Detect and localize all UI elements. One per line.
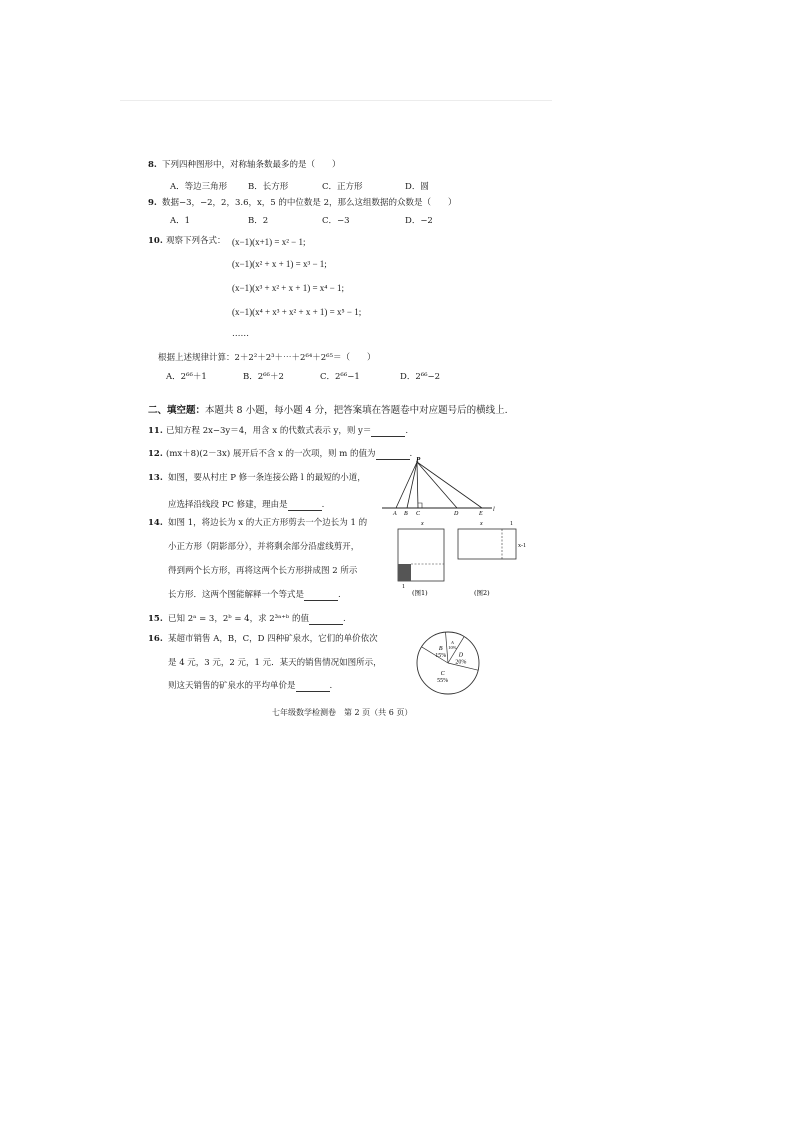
q16-line-2: 是 4 元，3 元，2 元，1 元．某天的销售情况如图所示， xyxy=(168,658,382,668)
q13-answer-blank xyxy=(288,501,322,511)
q11-stem: 已知方程 2x−3y＝4，用含 x 的代数式表示 y，则 y＝ xyxy=(166,426,372,436)
segment-pd xyxy=(417,462,457,508)
q14-number: 14. xyxy=(148,518,163,528)
q9-stem: 数据−3，−2，2，3.6，x，5 的中位数是 2，那么这组数据的众数是（ ） xyxy=(162,198,457,208)
fig1-label-1: 1 xyxy=(402,584,405,590)
q15-end: . xyxy=(342,614,346,624)
q15-stem: 已知 2ᵃ = 3，2ᵇ = 4，求 2³ᵃ⁺ᵇ 的值 xyxy=(168,614,309,624)
q14-line-2: 小正方形（阴影部分），并将剩余部分沿虚线剪开， xyxy=(168,542,360,552)
q10-option-a: A．2⁶⁶＋1 xyxy=(166,372,207,382)
q13-reason: 应选择沿线段 PC 修建，理由是 xyxy=(168,500,288,510)
q14-end: . xyxy=(338,590,341,600)
label-l: l xyxy=(493,507,495,513)
q13-number: 13. xyxy=(148,473,163,483)
q15-text xyxy=(168,614,346,625)
q14-conclusion: 长方形．这两个图能解释一个等式是 xyxy=(168,590,305,600)
q13-line-2 xyxy=(168,500,324,511)
label-p: P xyxy=(416,456,421,464)
segment-pa xyxy=(396,462,417,508)
q10-option-c: C．2⁶⁶−1 xyxy=(320,372,360,382)
fig1-shaded-small-square xyxy=(398,564,411,581)
q8-number: 8. xyxy=(148,160,157,170)
q15-answer-blank xyxy=(309,615,343,625)
fig2-rectangle xyxy=(458,529,516,559)
q10-rule: 根据上述规律计算：2＋2²＋2³＋⋯＋2⁶⁴＋2⁶⁵＝（ ） xyxy=(158,353,376,363)
pie-label-c: C xyxy=(440,670,445,677)
q8-stem: 下列四种图形中，对称轴条数最多的是（ ） xyxy=(162,160,341,170)
label-e: E xyxy=(479,511,483,516)
q8-option-c: C．正方形 xyxy=(322,182,363,192)
fig1-label-x: x xyxy=(421,521,424,527)
fig2-label-x: x xyxy=(480,521,483,527)
q9-option-d: D．−2 xyxy=(405,216,433,226)
section-2-title xyxy=(148,405,508,416)
q16-line-3 xyxy=(168,681,332,692)
section-2-description: 本题共 8 小题，每小题 4 分，把答案填在答题卷中对应题号后的横线上. xyxy=(205,405,508,416)
q9-option-c: C．−3 xyxy=(322,216,350,226)
q16-question: 则这天销售的矿泉水的平均单价是 xyxy=(168,681,296,691)
q14-line-1: 如图 1，将边长为 x 的大正方形剪去一个边长为 1 的 xyxy=(168,518,368,528)
label-d: D xyxy=(454,511,459,516)
q16-line-1: 某超市销售 A，B，C，D 四种矿泉水，它们的单价依次 xyxy=(168,634,378,644)
q14-figures xyxy=(392,516,532,602)
section-2-heading: 二、填空题： xyxy=(148,405,206,416)
q10-equation-4: (x−1)(x⁴ + x³ + x² + x + 1) = x⁵ − 1; xyxy=(232,307,362,317)
q16-end: . xyxy=(329,681,333,691)
label-b: B xyxy=(404,511,408,516)
label-c: C xyxy=(416,511,421,516)
q10-equation-3: (x−1)(x³ + x² + x + 1) = x⁴ − 1; xyxy=(232,283,344,293)
q16-number: 16. xyxy=(148,634,163,644)
pie-percent-d: 20% xyxy=(455,659,467,666)
q13-road-diagram xyxy=(380,454,500,516)
q12-end: . xyxy=(409,449,413,459)
q15-number: 15. xyxy=(148,614,163,624)
label-a: A xyxy=(393,511,397,516)
segment-pe xyxy=(417,462,482,508)
pie-label-a: A xyxy=(450,639,454,645)
fig2-caption: (图2) xyxy=(474,589,490,597)
q10-stem: 观察下列各式： xyxy=(166,236,226,246)
q8-option-b: B．长方形 xyxy=(248,182,289,192)
header-rule xyxy=(120,100,552,101)
q14-line-3: 得到两个长方形，再将这两个长方形拼成图 2 所示 xyxy=(168,566,358,576)
pie-percent-a: 10% xyxy=(448,644,457,650)
fig1-caption: (图1) xyxy=(412,589,428,597)
q11-answer-blank xyxy=(371,427,405,437)
q11-end: . xyxy=(405,426,409,436)
segment-pb xyxy=(407,462,417,508)
q10-option-b: B．2⁶⁶＋2 xyxy=(243,372,284,382)
q9-option-b: B．2 xyxy=(248,216,269,226)
q10-ellipsis: …… xyxy=(232,329,249,339)
pie-label-b: B xyxy=(438,646,443,653)
q10-number: 10. xyxy=(148,236,163,246)
pie-label-d: D xyxy=(458,652,464,659)
segment-pc xyxy=(417,462,418,508)
q10-equation-2: (x−1)(x² + x + 1) = x³ − 1; xyxy=(232,259,327,269)
q9-number: 9. xyxy=(148,198,157,208)
fig2-label-side: x-1 xyxy=(518,543,526,549)
fig2-label-1: 1 xyxy=(510,521,513,527)
q16-answer-blank xyxy=(296,682,330,692)
q10-option-d: D．2⁶⁶−2 xyxy=(400,372,441,382)
pie-percent-b: 15% xyxy=(435,653,447,660)
q11-number: 11. xyxy=(148,426,163,436)
q16-sales-pie-chart xyxy=(413,630,483,696)
q8-option-a: A．等边三角形 xyxy=(170,182,228,192)
right-angle-mark xyxy=(418,503,422,508)
q11-text xyxy=(166,426,408,437)
page-footer: 七年级数学检测卷 第 2 页（共 6 页） xyxy=(272,708,413,717)
q13-end: . xyxy=(321,500,325,510)
q12-stem: (mx＋8)(2－3x) 展开后不含 x 的一次项，则 m 的值为 xyxy=(166,449,376,459)
q12-text xyxy=(166,449,412,460)
q14-line-4 xyxy=(168,590,341,601)
pie-percent-c: 55% xyxy=(437,677,449,684)
q10-equation-1: (x−1)(x+1) = x² − 1; xyxy=(232,237,306,247)
q14-answer-blank xyxy=(304,591,338,601)
q9-option-a: A．1 xyxy=(170,216,191,226)
q12-number: 12. xyxy=(148,449,163,459)
q13-line-1: 如图，要从村庄 P 修一条连接公路 l 的最短的小道， xyxy=(168,473,366,483)
q8-option-d: D．圆 xyxy=(405,182,429,192)
